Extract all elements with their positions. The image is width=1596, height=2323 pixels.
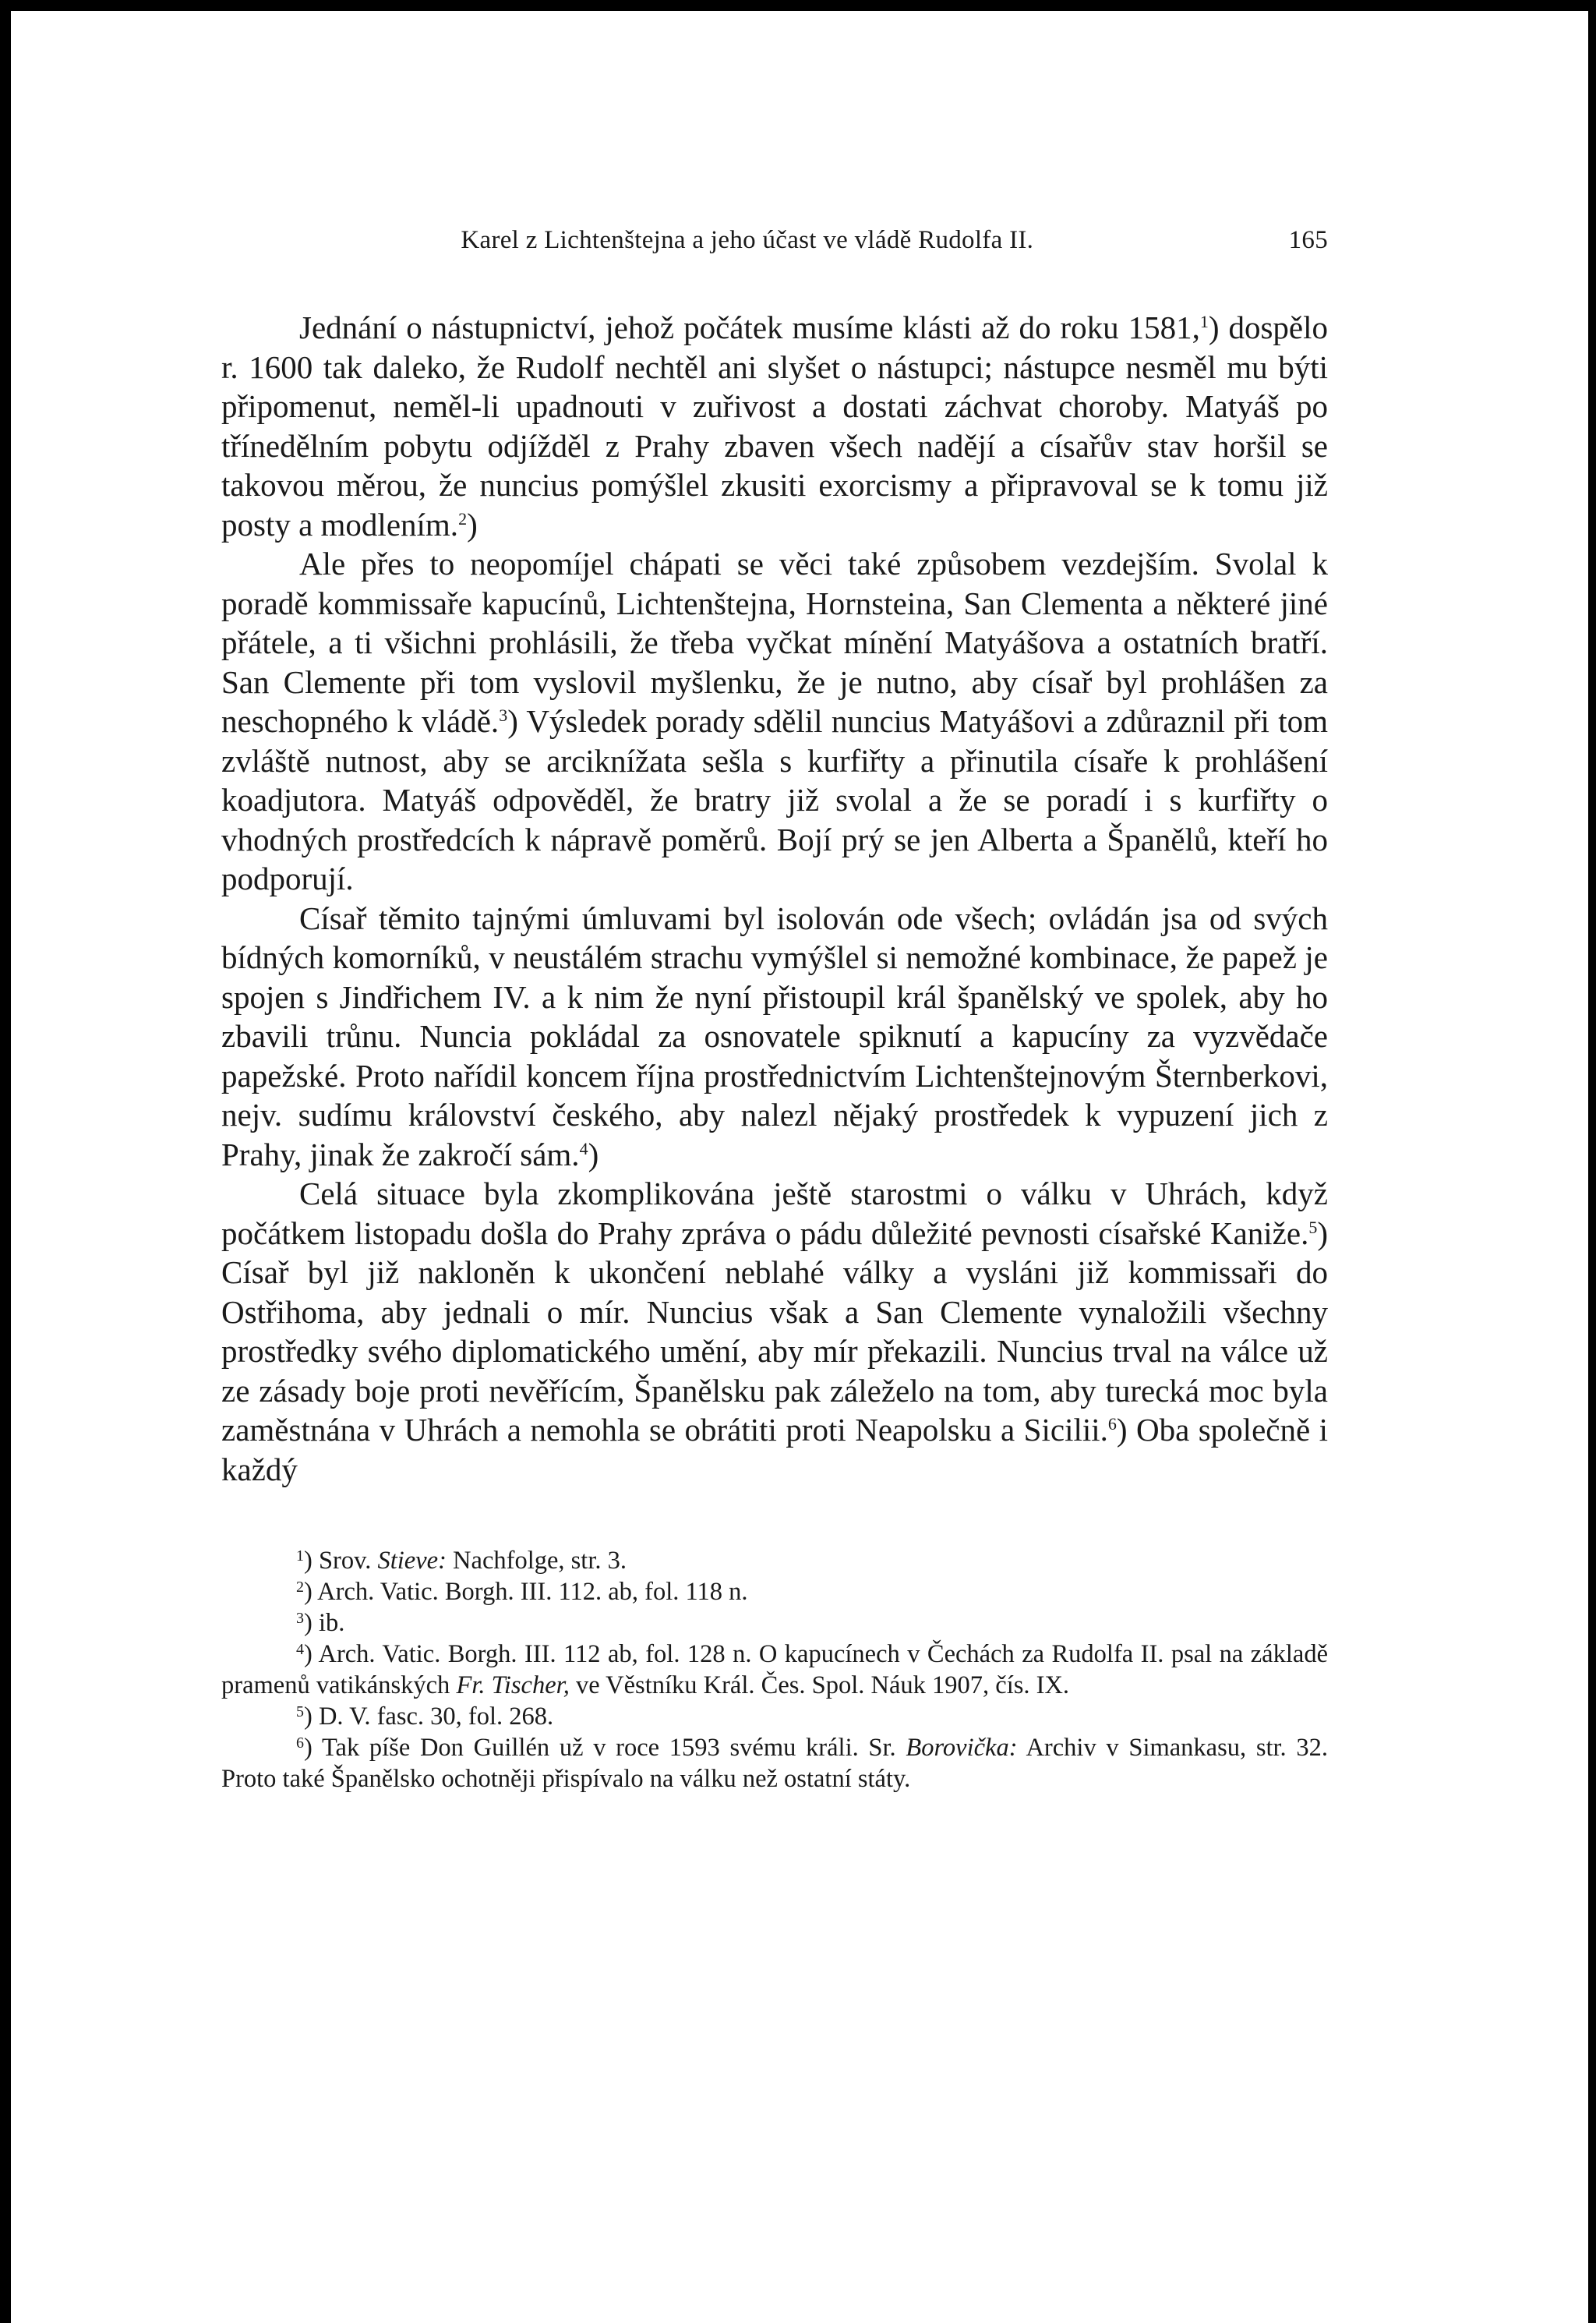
footnotes: [221, 1545, 1328, 1794]
footnote-text: ) Arch. Vatic. Borgh. III. 112. ab, fol. 118 n.: [304, 1578, 748, 1606]
running-head: [221, 226, 1328, 255]
footnote: [221, 1576, 1328, 1607]
footnote-text: ) Arch. Vatic. Borgh. III. 112 ab, fol. 128 n. O kapucínech v Čechách za Rudolfa II. psal na základě pramenů vatikánských: [221, 1640, 1328, 1699]
text-segment: ): [467, 506, 478, 543]
scan-border-left: [0, 0, 11, 2323]
footnote-number: 3: [296, 1610, 304, 1627]
footnote-number: 5: [296, 1703, 304, 1720]
text-segment: Jednání o nástupnictví, jehož počátek musíme klásti až do roku 1581,: [299, 309, 1200, 345]
text-segment: Celá situace byla zkomplikována ještě starostmi o válku v Uhrách, když počátkem listopadu došla do Prahy zpráva o pádu důležité pevnosti císařské Kaniže.: [221, 1176, 1328, 1251]
footnote-number: 6: [296, 1734, 304, 1752]
text-segment: ) Výsledek porady sdělil nuncius Matyášovi a zdůraznil při tom zvláště nutnost, aby se arciknížata sešla s kurfiřty a přinutila císaře k prohlášení koadjutora. Matyáš odpověděl, že bratry již svolal a že se poradí i s kurfiřty o vhodných prostředcích k nápravě poměrů. Bojí prý se jen Alberta a Španělů, kteří ho podporují.: [221, 703, 1328, 896]
footnote: [221, 1639, 1328, 1701]
footnote-text: ) Srov.: [304, 1547, 378, 1575]
footnote-reference: 5: [1308, 1217, 1318, 1237]
footnote-number: 1: [296, 1547, 304, 1565]
footnote-italic: Borovička:: [906, 1734, 1018, 1762]
paragraph: [221, 1174, 1328, 1489]
text-segment: ): [588, 1136, 599, 1172]
text-segment: Ale přes to neopomíjel chápati se věci také způsobem vezdejším. Svolal k poradě kommissaře kapucínů, Lichtenštejna, Hornsteina, San Clementa a některé jiné přátele, a ti všichni prohlásili, že třeba vyčkat mínění Matyášova a ostatních bratří. San Clemente při tom vyslovil myšlenku, že je nutno, aby císař byl prohlášen za neschopného k vládě.: [221, 546, 1328, 739]
scan-border-top: [0, 0, 1596, 11]
footnote-text: ) Tak píše Don Guillén už v roce 1593 svému králi. Sr.: [304, 1734, 906, 1762]
text-segment: ) Oba společně i každý: [221, 1412, 1328, 1487]
footnote-text: ve Věstníku Král. Čes. Spol. Náuk 1907, čís. IX.: [569, 1671, 1070, 1699]
text-segment: ) Císař byl již nakloněn k ukončení neblahé války a vysláni již kommissaři do Ostřihoma, aby jednali o mír. Nuncius však a San Clemente vynaložili všechny prostředky svého diplomatického umění, aby mír překazili. Nuncius trval na válce už ze zásady boje proti nevěřícím, Španělsku pak záleželo na tom, aby turecká moc byla zaměstnána v Uhrách a nemohla se obrátiti proti Neapolsku a Sicilii.: [221, 1215, 1328, 1448]
footnote: [221, 1701, 1328, 1732]
scan-border-right: [1588, 0, 1596, 2323]
footnote-text: Nachfolge, str. 3.: [446, 1547, 627, 1575]
footnote-reference: 3: [499, 705, 508, 725]
running-title: Karel z Lichtenštejna a jeho účast ve vládě Rudolfa II.: [461, 226, 1034, 254]
footnote-reference: 6: [1107, 1414, 1117, 1434]
paragraph: [221, 899, 1328, 1175]
footnote-reference: 4: [579, 1138, 588, 1158]
text-segment: ) dospělo r. 1600 tak daleko, že Rudolf nechtěl ani slyšet o nástupci; nástupce nesměl mu býti připomenut, neměl-li upadnouti v zuřivost a dostati záchvat choroby. Matyáš po třínedělním pobytu odjížděl z Prahy zbaven všech nadějí a císařův stav horšil se takovou měrou, že nuncius pomýšlel zkusiti exorcismy a připravoval se k tomu již posty a modlením.: [221, 309, 1328, 543]
paragraph: [221, 544, 1328, 899]
footnote: [221, 1545, 1328, 1576]
footnote-reference: 1: [1199, 312, 1209, 331]
footnote-reference: 2: [458, 508, 468, 529]
body-text: [221, 308, 1328, 1489]
footnote: [221, 1607, 1328, 1639]
footnote-italic: Fr. Tischer,: [456, 1671, 570, 1699]
footnote-text: ) D. V. fasc. 30, fol. 268.: [304, 1702, 554, 1731]
footnote-number: 2: [296, 1579, 304, 1596]
book-page: [221, 226, 1328, 1794]
footnote-text: Archiv v Simankasu, str. 32. Proto také Španělsko ochotněji přispívalo na válku než ostatní státy.: [221, 1734, 1328, 1793]
paragraph: [221, 308, 1328, 544]
footnote-italic: Stieve:: [377, 1547, 447, 1575]
text-segment: Císař těmito tajnými úmluvami byl isolován ode všech; ovládán jsa od svých bídných komorníků, v neustálém strachu vymýšlel si nemožné kombinace, že papež je spojen s Jindřichem IV. a k nim že nyní přistoupil král španělský ve spolek, aby ho zbavili trůnu. Nuncia pokládal za osnovatele spiknutí a kapucíny za vyzvědače papežské. Proto nařídil koncem října prostřednictvím Lichtenštejnovým Šternberkovi, nejv. sudímu království českého, aby nalezl nějaký prostředek k vypuzení jich z Prahy, jinak že zakročí sám.: [221, 900, 1328, 1172]
footnote-number: 4: [296, 1641, 304, 1658]
page-number: 165: [1288, 226, 1328, 254]
footnote-text: ) ib.: [304, 1609, 345, 1637]
footnote: [221, 1732, 1328, 1794]
